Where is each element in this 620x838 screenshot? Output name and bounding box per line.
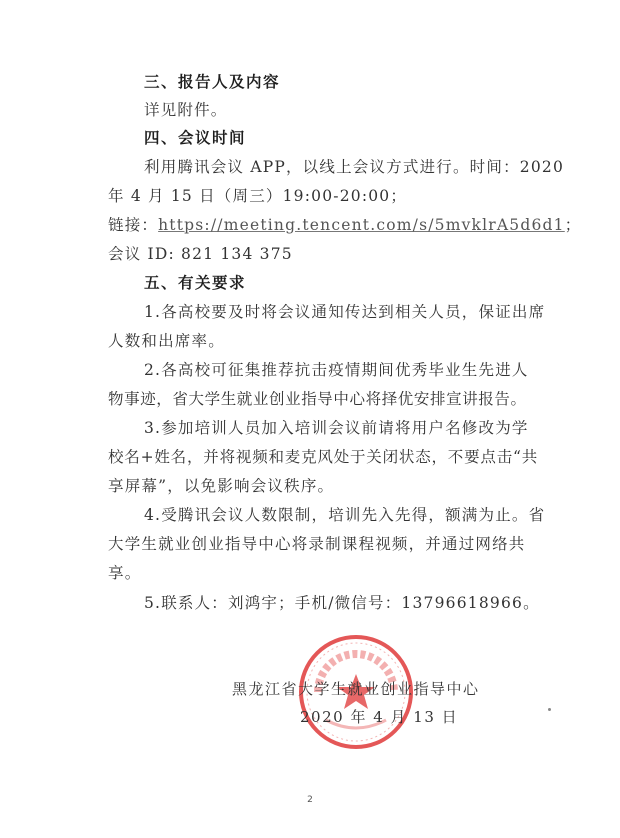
requirement-2-line-2: 物事迹，省大学生就业创业指导中心将择优安排宣讲报告。 bbox=[108, 390, 527, 408]
section-text-attachment: 详见附件。 bbox=[144, 101, 228, 119]
requirement-1-line-1: 1.各高校要及时将会议通知传达到相关人员，保证出席 bbox=[144, 303, 546, 321]
meeting-id: 会议 ID: 821 134 375 bbox=[108, 245, 293, 263]
meeting-time-line-2: 年 4 月 15 日（周三）19:00-20:00； bbox=[108, 187, 408, 205]
requirement-1-line-2: 人数和出席率。 bbox=[108, 332, 225, 350]
requirement-3-line-3: 享屏幕”，以免影响会议秩序。 bbox=[108, 477, 335, 495]
requirement-4-line-2: 大学生就业创业指导中心将录制课程视频，并通过网络共 bbox=[108, 535, 526, 553]
signing-organization: 黑龙江省大学生就业创业指导中心 bbox=[232, 680, 480, 698]
meeting-time-line-1: 利用腾讯会议 APP，以线上会议方式进行。时间：2020 bbox=[144, 158, 565, 176]
meeting-link-line bbox=[108, 215, 581, 235]
section-heading-time: 四、会议时间 bbox=[144, 129, 247, 147]
meeting-link[interactable]: https://meeting.tencent.com/s/5mvklrA5d6d1 bbox=[158, 216, 565, 234]
page-number: 2 bbox=[307, 795, 313, 805]
requirement-2-line-1: 2.各高校可征集推荐抗击疫情期间优秀毕业生先进人 bbox=[144, 361, 529, 379]
meeting-link-suffix: ； bbox=[564, 216, 582, 234]
section-heading-requirements: 五、有关要求 bbox=[144, 274, 247, 292]
requirement-5-contact: 5.联系人：刘鸿宇；手机/微信号：13796618966。 bbox=[144, 594, 540, 612]
scan-speck bbox=[548, 708, 551, 711]
section-heading-speakers: 三、报告人及内容 bbox=[144, 73, 281, 91]
requirement-3-line-1: 3.参加培训人员加入培训会议前请将用户名修改为学 bbox=[144, 419, 529, 437]
signing-date: 2020 年 4 月 13 日 bbox=[300, 708, 459, 726]
requirement-4-line-1: 4.受腾讯会议人数限制，培训先入先得，额满为止。省 bbox=[144, 506, 546, 524]
requirement-4-line-3: 享。 bbox=[108, 564, 142, 582]
meeting-link-label: 链接： bbox=[108, 216, 159, 234]
requirement-3-line-2: 校名+姓名，并将视频和麦克风处于关闭状态，不要点击“共 bbox=[108, 448, 539, 466]
